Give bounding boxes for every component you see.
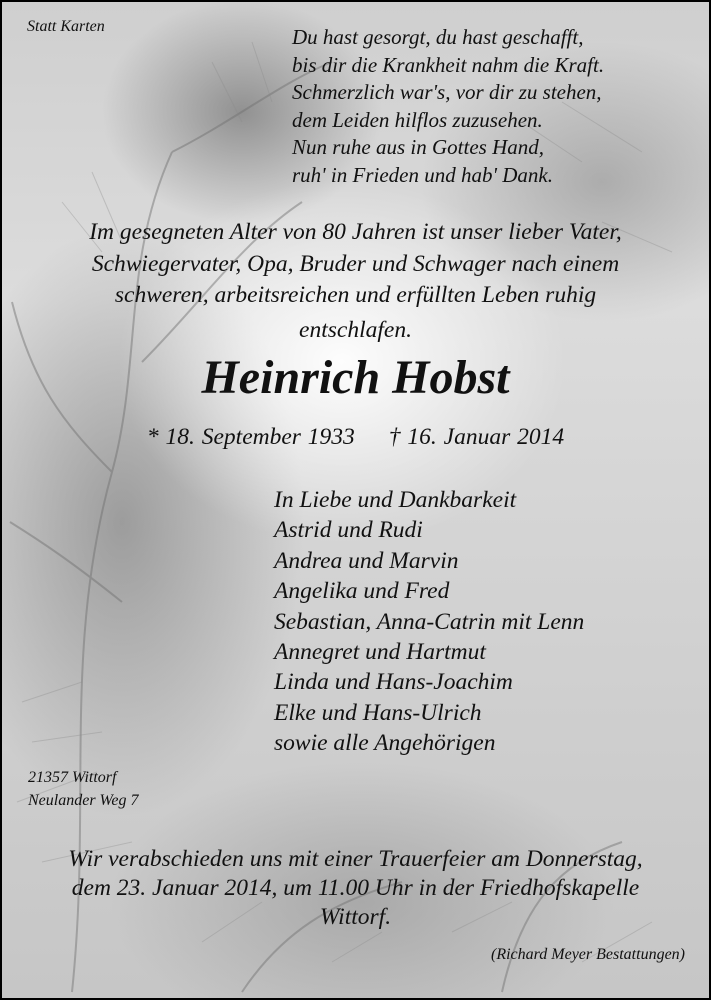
family-line: Astrid und Rudi (274, 517, 423, 544)
family-list (274, 485, 584, 759)
family-line: Linda und Hans-Joachim (274, 669, 513, 696)
header-note: Statt Karten (27, 18, 105, 35)
funeral-line: dem 23. Januar 2014, um 11.00 Uhr in der Friedhofskapelle (71, 875, 640, 901)
address-line: Neulander Weg 7 (28, 792, 139, 809)
family-line: Sebastian, Anna-Catrin mit Lenn (274, 608, 585, 635)
family-line: sowie alle Angehörigen (274, 730, 496, 757)
intro-line: schweren, arbeitsreichen und erfüllten Leben ruhig (114, 282, 597, 308)
family-line: Angelika und Fred (274, 578, 450, 605)
undertaker-credit: (Richard Meyer Bestattungen) (490, 946, 685, 963)
life-dates (2, 424, 709, 451)
intro-text (2, 217, 709, 346)
funeral-info (2, 845, 709, 932)
poem (292, 24, 604, 189)
funeral-line: Wittorf. (319, 904, 392, 930)
birth-date: * 18. September 1933 (146, 424, 355, 450)
deceased-name: Heinrich Hobst (201, 351, 510, 404)
poem-line: bis dir die Krankheit nahm die Kraft. (292, 52, 605, 77)
funeral-line: Wir verabschieden uns mit einer Trauerfeier am Donnerstag, (68, 846, 643, 872)
intro-line: Im gesegneten Alter von 80 Jahren ist unser lieber Vater, (89, 219, 622, 245)
death-date: † 16. Januar 2014 (388, 424, 565, 450)
poem-line: Nun ruhe aus in Gottes Hand, (292, 135, 544, 159)
family-line: Elke und Hans-Ulrich (274, 699, 482, 726)
poem-line: Schmerzlich war's, vor dir zu stehen, (292, 80, 602, 104)
intro-line: Schwiegervater, Opa, Bruder und Schwager nach einem (91, 250, 620, 277)
family-line: Andrea und Marvin (274, 547, 459, 574)
family-line: Annegret und Hartmut (274, 639, 486, 666)
address (28, 766, 139, 812)
family-line: In Liebe und Dankbarkeit (274, 487, 517, 513)
poem-line: dem Leiden hilflos zuzusehen. (292, 107, 543, 132)
intro-line: entschlafen. (299, 316, 412, 343)
poem-line: Du hast gesorgt, du hast geschafft, (292, 25, 584, 49)
poem-line: ruh' in Frieden und hab' Dank. (292, 162, 553, 187)
address-line: 21357 Wittorf (28, 769, 117, 786)
